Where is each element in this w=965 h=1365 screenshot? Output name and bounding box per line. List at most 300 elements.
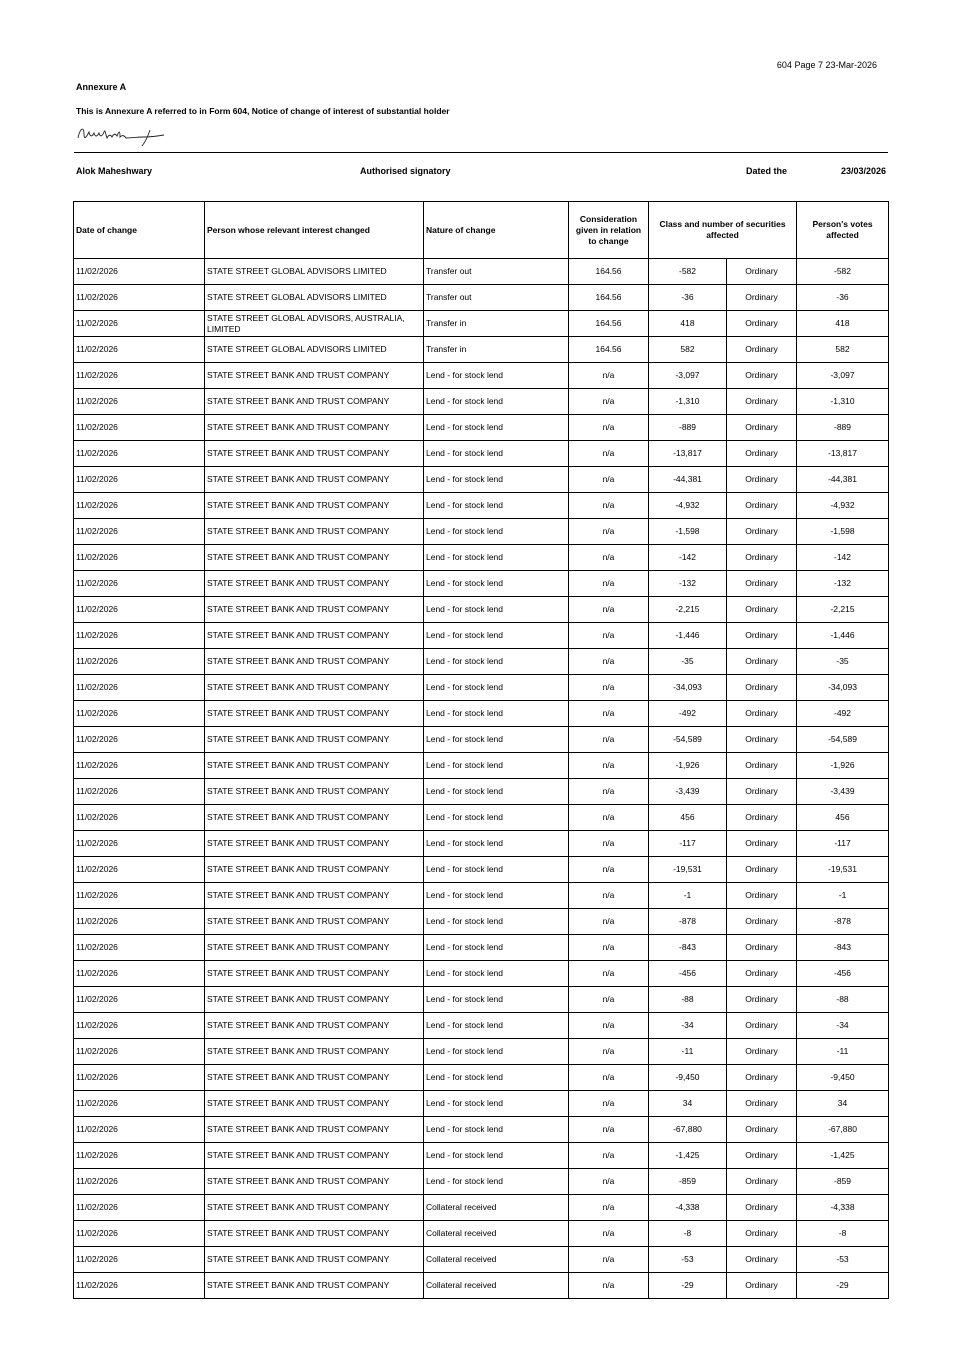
cell-consideration: n/a	[569, 831, 649, 857]
cell-person: STATE STREET BANK AND TRUST COMPANY	[205, 389, 424, 415]
cell-person: STATE STREET BANK AND TRUST COMPANY	[205, 649, 424, 675]
cell-consideration: n/a	[569, 1247, 649, 1273]
cell-date: 11/02/2026	[74, 415, 205, 441]
cell-person: STATE STREET BANK AND TRUST COMPANY	[205, 623, 424, 649]
cell-consideration: 164.56	[569, 259, 649, 285]
cell-date: 11/02/2026	[74, 623, 205, 649]
cell-date: 11/02/2026	[74, 337, 205, 363]
cell-votes: -54,589	[797, 727, 889, 753]
cell-consideration: n/a	[569, 1221, 649, 1247]
cell-number: -1,598	[649, 519, 727, 545]
cell-number: -1	[649, 883, 727, 909]
cell-number: 456	[649, 805, 727, 831]
cell-class: Ordinary	[727, 961, 797, 987]
cell-person: STATE STREET BANK AND TRUST COMPANY	[205, 1195, 424, 1221]
cell-nature: Lend - for stock lend	[424, 467, 569, 493]
cell-class: Ordinary	[727, 1195, 797, 1221]
cell-date: 11/02/2026	[74, 545, 205, 571]
cell-votes: -1,926	[797, 753, 889, 779]
cell-class: Ordinary	[727, 1143, 797, 1169]
cell-class: Ordinary	[727, 1013, 797, 1039]
cell-number: -19,531	[649, 857, 727, 883]
table-row	[74, 909, 889, 935]
cell-date: 11/02/2026	[74, 1013, 205, 1039]
cell-votes: -142	[797, 545, 889, 571]
cell-votes: -582	[797, 259, 889, 285]
cell-consideration: n/a	[569, 519, 649, 545]
cell-nature: Lend - for stock lend	[424, 649, 569, 675]
cell-date: 11/02/2026	[74, 467, 205, 493]
cell-votes: -34	[797, 1013, 889, 1039]
cell-number: -1,926	[649, 753, 727, 779]
cell-person: STATE STREET BANK AND TRUST COMPANY	[205, 415, 424, 441]
cell-consideration: n/a	[569, 883, 649, 909]
cell-nature: Transfer out	[424, 259, 569, 285]
table-row	[74, 987, 889, 1013]
cell-person: STATE STREET BANK AND TRUST COMPANY	[205, 987, 424, 1013]
cell-class: Ordinary	[727, 623, 797, 649]
table-row	[74, 467, 889, 493]
cell-date: 11/02/2026	[74, 389, 205, 415]
cell-date: 11/02/2026	[74, 883, 205, 909]
cell-votes: 34	[797, 1091, 889, 1117]
cell-person: STATE STREET GLOBAL ADVISORS LIMITED	[205, 285, 424, 311]
cell-person: STATE STREET BANK AND TRUST COMPANY	[205, 675, 424, 701]
table-row	[74, 311, 889, 337]
cell-nature: Transfer in	[424, 337, 569, 363]
cell-class: Ordinary	[727, 701, 797, 727]
cell-consideration: n/a	[569, 649, 649, 675]
cell-class: Ordinary	[727, 363, 797, 389]
cell-nature: Lend - for stock lend	[424, 441, 569, 467]
cell-nature: Collateral received	[424, 1247, 569, 1273]
cell-nature: Lend - for stock lend	[424, 623, 569, 649]
cell-number: -4,932	[649, 493, 727, 519]
cell-number: -9,450	[649, 1065, 727, 1091]
cell-person: STATE STREET BANK AND TRUST COMPANY	[205, 1013, 424, 1039]
cell-votes: -4,932	[797, 493, 889, 519]
cell-votes: -67,880	[797, 1117, 889, 1143]
cell-person: STATE STREET BANK AND TRUST COMPANY	[205, 1273, 424, 1299]
cell-consideration: n/a	[569, 1117, 649, 1143]
cell-date: 11/02/2026	[74, 779, 205, 805]
cell-date: 11/02/2026	[74, 753, 205, 779]
cell-votes: -1,425	[797, 1143, 889, 1169]
cell-class: Ordinary	[727, 1117, 797, 1143]
cell-number: -13,817	[649, 441, 727, 467]
cell-class: Ordinary	[727, 571, 797, 597]
cell-person: STATE STREET BANK AND TRUST COMPANY	[205, 1039, 424, 1065]
cell-votes: -492	[797, 701, 889, 727]
table-row	[74, 649, 889, 675]
cell-consideration: n/a	[569, 441, 649, 467]
cell-number: -889	[649, 415, 727, 441]
changes-table	[73, 201, 889, 1299]
cell-class: Ordinary	[727, 909, 797, 935]
table-row	[74, 753, 889, 779]
cell-person: STATE STREET BANK AND TRUST COMPANY	[205, 1247, 424, 1273]
signature-divider	[74, 152, 888, 153]
header-votes: Person's votes affected	[797, 202, 889, 259]
table-row	[74, 597, 889, 623]
cell-person: STATE STREET BANK AND TRUST COMPANY	[205, 1143, 424, 1169]
cell-class: Ordinary	[727, 805, 797, 831]
cell-date: 11/02/2026	[74, 987, 205, 1013]
table-row	[74, 961, 889, 987]
cell-nature: Collateral received	[424, 1273, 569, 1299]
cell-nature: Transfer in	[424, 311, 569, 337]
cell-votes: -36	[797, 285, 889, 311]
table-row	[74, 389, 889, 415]
cell-person: STATE STREET BANK AND TRUST COMPANY	[205, 467, 424, 493]
table-row	[74, 1013, 889, 1039]
cell-person: STATE STREET BANK AND TRUST COMPANY	[205, 1169, 424, 1195]
header-class-number: Class and number of securities affected	[649, 202, 797, 259]
cell-date: 11/02/2026	[74, 675, 205, 701]
cell-nature: Lend - for stock lend	[424, 1169, 569, 1195]
cell-class: Ordinary	[727, 649, 797, 675]
cell-class: Ordinary	[727, 1221, 797, 1247]
cell-nature: Lend - for stock lend	[424, 519, 569, 545]
cell-class: Ordinary	[727, 337, 797, 363]
cell-nature: Lend - for stock lend	[424, 987, 569, 1013]
cell-votes: -19,531	[797, 857, 889, 883]
cell-votes: -1,598	[797, 519, 889, 545]
cell-votes: -1	[797, 883, 889, 909]
cell-votes: -13,817	[797, 441, 889, 467]
cell-person: STATE STREET BANK AND TRUST COMPANY	[205, 909, 424, 935]
cell-date: 11/02/2026	[74, 1091, 205, 1117]
cell-consideration: n/a	[569, 571, 649, 597]
table-body	[74, 259, 889, 1299]
cell-votes: -117	[797, 831, 889, 857]
table-row	[74, 363, 889, 389]
table-row	[74, 883, 889, 909]
cell-nature: Lend - for stock lend	[424, 545, 569, 571]
cell-class: Ordinary	[727, 311, 797, 337]
cell-nature: Lend - for stock lend	[424, 701, 569, 727]
cell-class: Ordinary	[727, 441, 797, 467]
cell-person: STATE STREET BANK AND TRUST COMPANY	[205, 597, 424, 623]
cell-date: 11/02/2026	[74, 1117, 205, 1143]
cell-number: -3,439	[649, 779, 727, 805]
cell-number: -1,446	[649, 623, 727, 649]
cell-votes: -34,093	[797, 675, 889, 701]
header-person: Person whose relevant interest changed	[205, 202, 424, 259]
table-row	[74, 675, 889, 701]
cell-consideration: n/a	[569, 1065, 649, 1091]
cell-votes: -843	[797, 935, 889, 961]
cell-nature: Lend - for stock lend	[424, 831, 569, 857]
cell-class: Ordinary	[727, 493, 797, 519]
cell-class: Ordinary	[727, 1169, 797, 1195]
annexure-title: Annexure A	[76, 82, 127, 92]
cell-number: -878	[649, 909, 727, 935]
cell-votes: -1,310	[797, 389, 889, 415]
cell-number: -36	[649, 285, 727, 311]
cell-date: 11/02/2026	[74, 597, 205, 623]
cell-date: 11/02/2026	[74, 1195, 205, 1221]
cell-nature: Lend - for stock lend	[424, 1065, 569, 1091]
cell-number: -142	[649, 545, 727, 571]
cell-number: -1,425	[649, 1143, 727, 1169]
header-date: Date of change	[74, 202, 205, 259]
cell-consideration: n/a	[569, 415, 649, 441]
cell-person: STATE STREET BANK AND TRUST COMPANY	[205, 857, 424, 883]
table-row	[74, 1039, 889, 1065]
cell-number: -8	[649, 1221, 727, 1247]
cell-votes: 582	[797, 337, 889, 363]
page-reference: 604 Page 7 23-Mar-2026	[776, 60, 877, 70]
cell-class: Ordinary	[727, 467, 797, 493]
cell-consideration: n/a	[569, 363, 649, 389]
table-row	[74, 1091, 889, 1117]
cell-person: STATE STREET BANK AND TRUST COMPANY	[205, 935, 424, 961]
cell-consideration: n/a	[569, 545, 649, 571]
cell-nature: Lend - for stock lend	[424, 1039, 569, 1065]
header-nature: Nature of change	[424, 202, 569, 259]
cell-class: Ordinary	[727, 285, 797, 311]
cell-date: 11/02/2026	[74, 1273, 205, 1299]
cell-consideration: n/a	[569, 467, 649, 493]
cell-number: -54,589	[649, 727, 727, 753]
cell-nature: Lend - for stock lend	[424, 935, 569, 961]
cell-class: Ordinary	[727, 545, 797, 571]
cell-date: 11/02/2026	[74, 727, 205, 753]
cell-number: -4,338	[649, 1195, 727, 1221]
cell-person: STATE STREET BANK AND TRUST COMPANY	[205, 779, 424, 805]
cell-consideration: n/a	[569, 701, 649, 727]
cell-votes: -88	[797, 987, 889, 1013]
cell-consideration: n/a	[569, 779, 649, 805]
cell-number: -1,310	[649, 389, 727, 415]
cell-nature: Lend - for stock lend	[424, 389, 569, 415]
cell-nature: Lend - for stock lend	[424, 415, 569, 441]
cell-date: 11/02/2026	[74, 935, 205, 961]
cell-nature: Lend - for stock lend	[424, 1117, 569, 1143]
cell-class: Ordinary	[727, 753, 797, 779]
cell-person: STATE STREET GLOBAL ADVISORS LIMITED	[205, 259, 424, 285]
cell-date: 11/02/2026	[74, 857, 205, 883]
table-row	[74, 1169, 889, 1195]
table-row	[74, 259, 889, 285]
cell-nature: Lend - for stock lend	[424, 493, 569, 519]
cell-number: -859	[649, 1169, 727, 1195]
cell-class: Ordinary	[727, 259, 797, 285]
cell-consideration: 164.56	[569, 337, 649, 363]
cell-votes: -29	[797, 1273, 889, 1299]
cell-number: 34	[649, 1091, 727, 1117]
cell-votes: 418	[797, 311, 889, 337]
cell-person: STATE STREET BANK AND TRUST COMPANY	[205, 701, 424, 727]
table-row	[74, 285, 889, 311]
cell-consideration: n/a	[569, 389, 649, 415]
cell-person: STATE STREET BANK AND TRUST COMPANY	[205, 1221, 424, 1247]
cell-person: STATE STREET BANK AND TRUST COMPANY	[205, 753, 424, 779]
cell-date: 11/02/2026	[74, 831, 205, 857]
dated-value: 23/03/2026	[840, 166, 886, 176]
cell-votes: -4,338	[797, 1195, 889, 1221]
cell-nature: Transfer out	[424, 285, 569, 311]
table-row	[74, 1195, 889, 1221]
cell-consideration: n/a	[569, 1013, 649, 1039]
header-consideration: Consideration given in relation to change	[569, 202, 649, 259]
cell-class: Ordinary	[727, 779, 797, 805]
cell-votes: -859	[797, 1169, 889, 1195]
cell-consideration: n/a	[569, 1195, 649, 1221]
cell-date: 11/02/2026	[74, 1169, 205, 1195]
table-row	[74, 779, 889, 805]
dated-label: Dated the	[746, 166, 788, 176]
table-row	[74, 1065, 889, 1091]
cell-votes: -53	[797, 1247, 889, 1273]
table-row	[74, 415, 889, 441]
table-row	[74, 701, 889, 727]
cell-person: STATE STREET GLOBAL ADVISORS LIMITED	[205, 337, 424, 363]
cell-person: STATE STREET BANK AND TRUST COMPANY	[205, 519, 424, 545]
cell-number: -35	[649, 649, 727, 675]
table-row	[74, 519, 889, 545]
cell-date: 11/02/2026	[74, 441, 205, 467]
cell-votes: -8	[797, 1221, 889, 1247]
cell-class: Ordinary	[727, 1091, 797, 1117]
cell-class: Ordinary	[727, 675, 797, 701]
table-row	[74, 1221, 889, 1247]
table-row	[74, 1143, 889, 1169]
table-row	[74, 831, 889, 857]
cell-date: 11/02/2026	[74, 1143, 205, 1169]
table-row	[74, 1117, 889, 1143]
annexure-description: This is Annexure A referred to in Form 604, Notice of change of interest of substantial holder	[76, 106, 450, 116]
cell-consideration: n/a	[569, 493, 649, 519]
cell-number: -492	[649, 701, 727, 727]
table-row	[74, 493, 889, 519]
cell-nature: Lend - for stock lend	[424, 753, 569, 779]
cell-consideration: 164.56	[569, 311, 649, 337]
cell-date: 11/02/2026	[74, 285, 205, 311]
cell-number: 582	[649, 337, 727, 363]
cell-person: STATE STREET BANK AND TRUST COMPANY	[205, 1065, 424, 1091]
cell-date: 11/02/2026	[74, 1221, 205, 1247]
cell-person: STATE STREET BANK AND TRUST COMPANY	[205, 831, 424, 857]
cell-person: STATE STREET BANK AND TRUST COMPANY	[205, 961, 424, 987]
cell-class: Ordinary	[727, 1273, 797, 1299]
cell-consideration: n/a	[569, 961, 649, 987]
cell-nature: Lend - for stock lend	[424, 1143, 569, 1169]
cell-class: Ordinary	[727, 935, 797, 961]
cell-consideration: n/a	[569, 1039, 649, 1065]
cell-nature: Lend - for stock lend	[424, 779, 569, 805]
cell-consideration: n/a	[569, 857, 649, 883]
cell-person: STATE STREET BANK AND TRUST COMPANY	[205, 493, 424, 519]
cell-class: Ordinary	[727, 1039, 797, 1065]
cell-number: -2,215	[649, 597, 727, 623]
signatory-row	[76, 166, 888, 180]
cell-person: STATE STREET BANK AND TRUST COMPANY	[205, 1091, 424, 1117]
table-row	[74, 1273, 889, 1299]
cell-consideration: n/a	[569, 753, 649, 779]
cell-number: -88	[649, 987, 727, 1013]
cell-consideration: n/a	[569, 727, 649, 753]
table-header-row	[74, 202, 889, 259]
cell-date: 11/02/2026	[74, 701, 205, 727]
cell-date: 11/02/2026	[74, 961, 205, 987]
cell-nature: Lend - for stock lend	[424, 1013, 569, 1039]
cell-person: STATE STREET BANK AND TRUST COMPANY	[205, 363, 424, 389]
cell-nature: Lend - for stock lend	[424, 1091, 569, 1117]
cell-date: 11/02/2026	[74, 363, 205, 389]
cell-votes: -878	[797, 909, 889, 935]
cell-person: STATE STREET BANK AND TRUST COMPANY	[205, 883, 424, 909]
cell-votes: -456	[797, 961, 889, 987]
table-row	[74, 545, 889, 571]
cell-votes: -889	[797, 415, 889, 441]
cell-consideration: n/a	[569, 1143, 649, 1169]
cell-number: 418	[649, 311, 727, 337]
cell-votes: -11	[797, 1039, 889, 1065]
cell-consideration: n/a	[569, 805, 649, 831]
cell-nature: Lend - for stock lend	[424, 883, 569, 909]
cell-date: 11/02/2026	[74, 649, 205, 675]
signatory-label: Authorised signatory	[360, 166, 451, 176]
cell-nature: Lend - for stock lend	[424, 363, 569, 389]
cell-date: 11/02/2026	[74, 1039, 205, 1065]
cell-class: Ordinary	[727, 415, 797, 441]
cell-person: STATE STREET BANK AND TRUST COMPANY	[205, 545, 424, 571]
cell-consideration: n/a	[569, 1091, 649, 1117]
table-row	[74, 805, 889, 831]
cell-date: 11/02/2026	[74, 805, 205, 831]
cell-consideration: n/a	[569, 623, 649, 649]
cell-person: STATE STREET GLOBAL ADVISORS, AUSTRALIA, LIMITED	[205, 311, 424, 337]
cell-nature: Lend - for stock lend	[424, 571, 569, 597]
cell-number: -582	[649, 259, 727, 285]
table-row	[74, 857, 889, 883]
cell-nature: Lend - for stock lend	[424, 675, 569, 701]
cell-class: Ordinary	[727, 987, 797, 1013]
cell-votes: -35	[797, 649, 889, 675]
cell-number: -67,880	[649, 1117, 727, 1143]
cell-nature: Lend - for stock lend	[424, 961, 569, 987]
cell-number: -29	[649, 1273, 727, 1299]
table-row	[74, 935, 889, 961]
cell-votes: -2,215	[797, 597, 889, 623]
cell-number: -456	[649, 961, 727, 987]
cell-class: Ordinary	[727, 727, 797, 753]
cell-consideration: 164.56	[569, 285, 649, 311]
table-row	[74, 623, 889, 649]
cell-consideration: n/a	[569, 1169, 649, 1195]
cell-votes: -132	[797, 571, 889, 597]
cell-class: Ordinary	[727, 831, 797, 857]
cell-class: Ordinary	[727, 883, 797, 909]
cell-person: STATE STREET BANK AND TRUST COMPANY	[205, 441, 424, 467]
cell-consideration: n/a	[569, 1273, 649, 1299]
cell-consideration: n/a	[569, 597, 649, 623]
cell-number: -34,093	[649, 675, 727, 701]
cell-person: STATE STREET BANK AND TRUST COMPANY	[205, 571, 424, 597]
cell-number: -117	[649, 831, 727, 857]
cell-votes: -44,381	[797, 467, 889, 493]
cell-votes: -1,446	[797, 623, 889, 649]
cell-person: STATE STREET BANK AND TRUST COMPANY	[205, 1117, 424, 1143]
cell-date: 11/02/2026	[74, 493, 205, 519]
cell-number: -11	[649, 1039, 727, 1065]
cell-class: Ordinary	[727, 519, 797, 545]
cell-number: -3,097	[649, 363, 727, 389]
cell-consideration: n/a	[569, 909, 649, 935]
signatory-name: Alok Maheshwary	[76, 166, 153, 176]
